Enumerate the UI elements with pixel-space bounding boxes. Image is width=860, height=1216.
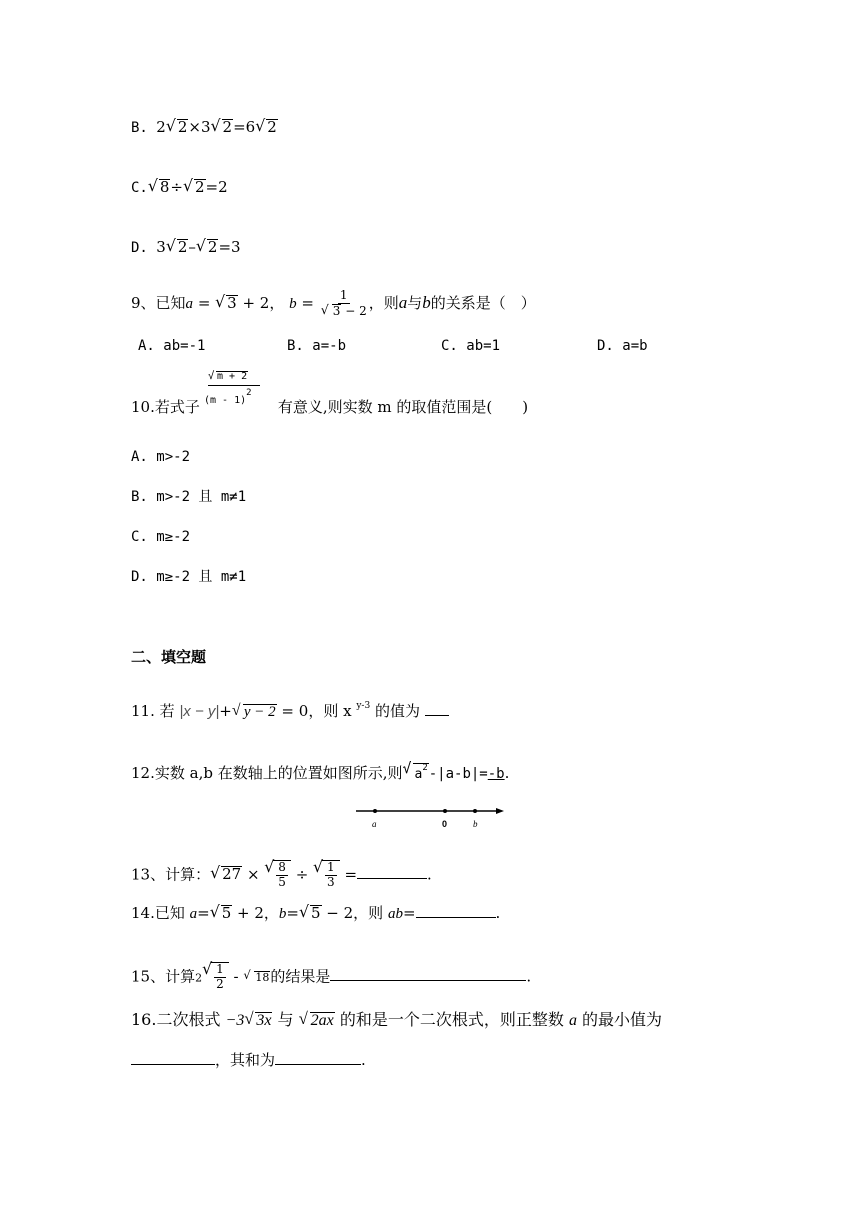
number-line bbox=[352, 800, 512, 830]
label-0: 0 bbox=[442, 819, 448, 829]
label-a: a bbox=[372, 819, 377, 829]
label-b: b bbox=[473, 819, 478, 829]
sqrt: √ 2 bbox=[166, 119, 189, 136]
q9-stem: 9、已知a = √ 3 + 2， b = 1 √ 3 − 2 ，则a与b的关系是（ ） bbox=[131, 289, 536, 319]
answer-blank-2[interactable] bbox=[275, 1064, 361, 1065]
point-b bbox=[473, 809, 477, 813]
sqrt: √ 8 bbox=[148, 179, 171, 196]
q10-fraction: √ m + 2 (m - 1)$^2$ bbox=[208, 371, 260, 406]
q13-stem: 13、计算：√ 27 × √ $\frac{8}{5}$ ÷ √ $\frac{1}{3}$ = . bbox=[131, 860, 432, 890]
axis-arrow bbox=[496, 808, 504, 814]
answer-blank[interactable] bbox=[416, 917, 496, 918]
q9-option-b: B. a=-b bbox=[287, 338, 347, 354]
point-0 bbox=[443, 809, 447, 813]
sqrt: √ 2 bbox=[211, 119, 234, 136]
q10-option-a: A. m>-2 bbox=[131, 449, 191, 465]
sqrt: √ 27 bbox=[210, 866, 242, 883]
q14-stem: 14.已知 a=√ 5 + 2，b=√ 5 − 2，则 ab= . bbox=[131, 905, 500, 922]
point-a bbox=[373, 809, 377, 813]
q10-option-b: B. m>-2 且 m≠1 bbox=[131, 489, 247, 505]
sqrt: √ 18 bbox=[243, 971, 270, 984]
sqrt: √ $\frac{1}{3}$ bbox=[313, 860, 340, 890]
q8-option-d: D. 3√ 2–√ 2=3 bbox=[131, 239, 241, 256]
sqrt: √ 2 bbox=[196, 239, 219, 256]
q15-stem: 15、计算2 √ $\frac{1}{2}$ - √ 18的结果是 . bbox=[131, 962, 531, 992]
sqrt: √ 5 bbox=[299, 905, 322, 922]
q8-option-c: C.√ 8÷√ 2=2 bbox=[131, 179, 228, 196]
q16-line2: ，其和为 . bbox=[131, 1053, 366, 1068]
q9-option-d: D. a=b bbox=[597, 338, 648, 354]
answer-blank[interactable] bbox=[425, 715, 449, 716]
sqrt: √ 2 bbox=[166, 239, 189, 256]
sqrt: √ 3 bbox=[215, 295, 238, 312]
q10-stem: 10.若式子 有意义,则实数 m 的取值范围是( ) bbox=[131, 398, 529, 416]
q9-option-c: C. ab=1 bbox=[441, 338, 501, 354]
q12-stem: 12.实数 a,b 在数轴上的位置如图所示,则√ $a^2-|a-b|=-b$. bbox=[131, 763, 509, 782]
q8-option-b: B. 2√ 2×3√ 2=6√ 2 bbox=[131, 119, 278, 136]
sqrt: √ $\frac{8}{5}$ bbox=[264, 860, 291, 890]
sqrt: √ 2 bbox=[255, 119, 278, 136]
sqrt: √ 5 bbox=[210, 905, 233, 922]
q9-option-a: A. ab=-1 bbox=[138, 338, 206, 354]
q16-line1: 16.二次根式 −3√ 3x 与 √ 2ax 的和是一个二次根式，则正整数 a 的最小值为 bbox=[131, 1012, 662, 1030]
q10-option-c: C. m≥-2 bbox=[131, 529, 191, 545]
sqrt: √ 2ax bbox=[299, 1012, 335, 1030]
answer-blank-1[interactable] bbox=[131, 1064, 215, 1065]
sqrt: √ 2 bbox=[183, 179, 206, 196]
sqrt: √ $a^2$ bbox=[402, 763, 428, 782]
sqrt: √ y − 2 bbox=[232, 704, 277, 721]
answer-blank[interactable] bbox=[330, 980, 526, 981]
sqrt: √ $\frac{1}{2}$ bbox=[202, 962, 229, 992]
q11-stem: 11. 若 |x − y|+√ y − 2 = 0，则 x $^{y-3}$ 的值为 bbox=[131, 702, 449, 721]
answer-blank[interactable] bbox=[357, 878, 427, 879]
q10-option-d: D. m≥-2 且 m≠1 bbox=[131, 569, 247, 585]
sqrt: √ 3x bbox=[244, 1012, 272, 1030]
fraction: 1 √ 3 − 2 bbox=[321, 289, 367, 319]
section-heading: 二、填空题 bbox=[131, 648, 207, 666]
